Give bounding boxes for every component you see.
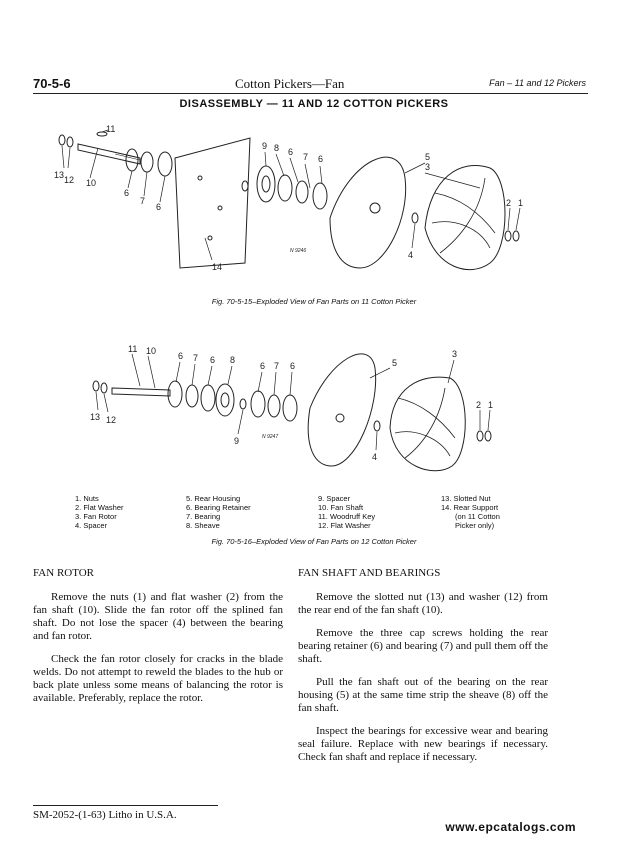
rear-housing-part [330, 157, 406, 268]
legend-item: 5. Rear Housing [186, 494, 241, 503]
callout-7: 7 [140, 196, 146, 206]
running-title: Fan – 11 and 12 Pickers [489, 78, 586, 88]
callout-12: 12 [106, 415, 117, 425]
figure-ref: N 9246 [290, 248, 307, 254]
callout-11: 11 [128, 344, 138, 354]
callout-13: 13 [90, 412, 101, 422]
footer-rule [33, 805, 218, 806]
callout-11: 11 [106, 124, 116, 134]
paragraph: Remove the three cap screws holding the rear bearing retainer (6) and bearing (7) and pull them off the shaft. [298, 627, 548, 665]
bearing-part [278, 175, 292, 201]
callout-14: 14 [212, 262, 223, 272]
paragraph: Check the fan rotor closely for cracks in the blade welds. Do not attempt to reweld the blades to the hub or back plate unless some means of balancing the rotor is available. Preferably, replace the rotor. [33, 653, 283, 704]
callout-5: 5 [392, 358, 398, 368]
callout-3: 3 [452, 349, 458, 359]
callout-8: 8 [274, 143, 280, 153]
callout-6: 6 [288, 147, 294, 157]
legend-item: 3. Fan Rotor [75, 512, 117, 521]
legend-item: 2. Flat Washer [75, 503, 124, 512]
paragraph: Pull the fan shaft out of the bearing on the rear housing (5) at the same time strip the sheave (8) off the fan shaft. [298, 676, 548, 714]
legend-column-4 [441, 494, 500, 530]
legend-item: 6. Bearing Retainer [186, 503, 251, 512]
fan-rotor-text [33, 591, 283, 715]
fan-rotor-part [390, 377, 465, 471]
legend-column-1 [75, 494, 124, 530]
callout-4: 4 [372, 452, 378, 462]
callout-6: 6 [178, 351, 184, 361]
footer-code: SM-2052-(1-63) Litho in U.S.A. [33, 809, 177, 821]
callout-1: 1 [488, 400, 494, 410]
callout-13: 13 [54, 170, 65, 180]
callout-9: 9 [234, 436, 240, 446]
legend-item: Picker only) [455, 521, 495, 530]
legend-item: 1. Nuts [75, 494, 99, 503]
fan-shaft-heading: FAN SHAFT AND BEARINGS [298, 567, 441, 579]
bearing-retainer-part [313, 183, 327, 209]
callout-7: 7 [303, 152, 309, 162]
fan-rotor-heading: FAN ROTOR [33, 567, 95, 579]
spacer-part [374, 421, 380, 431]
legend-item: 14. Rear Support [441, 503, 499, 512]
callout-1: 1 [518, 198, 524, 208]
callout-6: 6 [210, 355, 216, 365]
figure-2-exploded-view [40, 338, 590, 488]
callout-3: 3 [425, 162, 431, 172]
callout-8: 8 [230, 355, 236, 365]
callout-12: 12 [64, 175, 75, 185]
fan-shaft-part [78, 144, 140, 164]
callout-7: 7 [193, 353, 199, 363]
page-number: 70-5-6 [33, 76, 71, 91]
washer-part [101, 383, 107, 393]
callout-6: 6 [290, 361, 296, 371]
rear-housing-part [308, 354, 378, 466]
callout-4: 4 [408, 250, 414, 260]
rear-support-part [175, 138, 250, 268]
page-title: DISASSEMBLY — 11 AND 12 COTTON PICKERS [179, 98, 449, 110]
legend-item: 13. Slotted Nut [441, 494, 491, 503]
legend-item: (on 11 Cotton [455, 512, 500, 521]
bearing-part [186, 385, 198, 407]
paragraph: Remove the nuts (1) and flat washer (2) from the fan shaft (10). Slide the fan rotor off the splined fan shaft. Do not lose the spacer (4) between the bearing and fan rotor. [33, 591, 283, 642]
legend-item: 9. Spacer [318, 494, 351, 503]
header-rule [33, 93, 588, 94]
callout-6: 6 [156, 202, 162, 212]
callout-6: 6 [318, 154, 324, 164]
legend-item: 8. Sheave [186, 521, 220, 530]
callout-9: 9 [262, 141, 268, 151]
callout-5: 5 [425, 152, 431, 162]
paragraph: Inspect the bearings for excessive wear and bearing seal failure. Replace with new bearings if necessary. Check fan shaft and replace if necessary. [298, 725, 548, 763]
bearing-part [141, 152, 153, 172]
callout-2: 2 [506, 198, 512, 208]
bearing-retainer-part [126, 149, 138, 171]
callout-7: 7 [274, 361, 280, 371]
legend-column-2 [186, 494, 251, 530]
bearing-retainer-part [158, 152, 172, 176]
legend-item: 7. Bearing [186, 512, 221, 521]
sheave-part [257, 166, 275, 202]
fan-shaft-text [298, 591, 548, 774]
spacer-part [412, 213, 418, 223]
figure-ref: N 9247 [262, 434, 279, 440]
legend-column-3 [318, 494, 375, 530]
watermark: www.epcatalogs.com [445, 820, 576, 834]
figure-1-exploded-view [40, 118, 590, 296]
legend-item: 11. Woodruff Key [318, 512, 376, 521]
section-title: Cotton Pickers—Fan [235, 76, 345, 91]
washer-part [67, 137, 73, 147]
figure-2-caption: Fig. 70-5-16–Exploded View of Fan Parts on 12 Cotton Picker [211, 537, 417, 546]
callout-6: 6 [260, 361, 266, 371]
slotted-nut-part [59, 135, 65, 145]
fan-shaft-part [112, 388, 170, 396]
callout-6: 6 [124, 188, 130, 198]
fan-rotor-part [425, 166, 505, 270]
callout-10: 10 [86, 178, 97, 188]
legend-item: 10. Fan Shaft [318, 503, 364, 512]
legend-item: 12. Flat Washer [318, 521, 371, 530]
callout-2: 2 [476, 400, 482, 410]
callout-10: 10 [146, 346, 157, 356]
figure-1-caption: Fig. 70-5-15–Exploded View of Fan Parts on 11 Cotton Picker [211, 297, 417, 306]
sheave-part [216, 384, 234, 416]
slotted-nut-part [93, 381, 99, 391]
legend-item: 4. Spacer [75, 521, 108, 530]
paragraph: Remove the slotted nut (13) and washer (12) from the rear end of the fan shaft (10). [298, 591, 548, 616]
